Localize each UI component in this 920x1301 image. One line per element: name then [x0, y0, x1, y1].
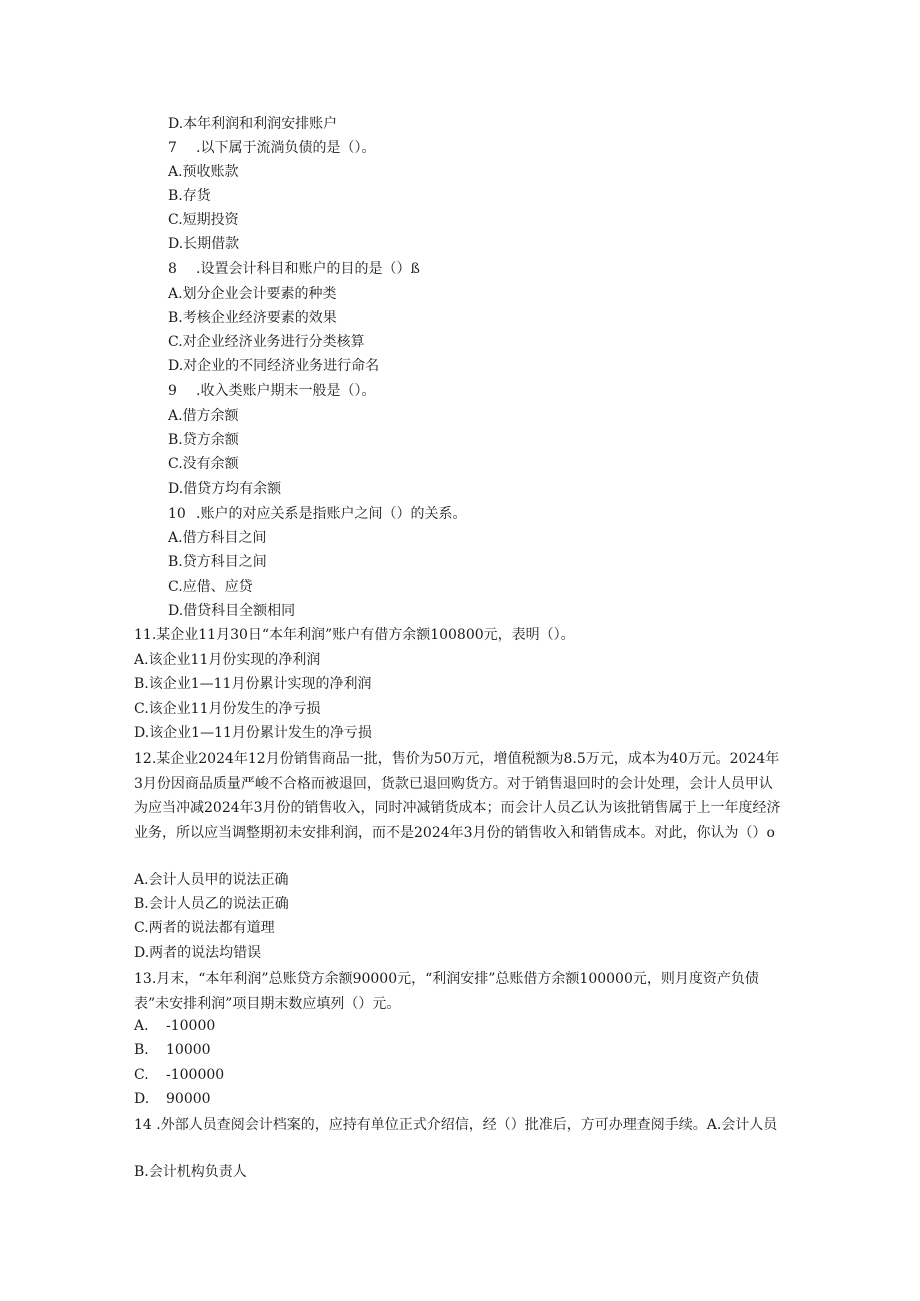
- q7-option-d: D.长期借款: [168, 236, 240, 252]
- q13-option-b: [134, 1040, 211, 1060]
- q14-stem: 14 .外部人员查阅会计档案的，应持有单位正式介绍信，经（）批准后，方可办理查阅手续。A.会计人员: [134, 1117, 778, 1133]
- q13-option-c-key: C.: [134, 1067, 149, 1083]
- q13-option-d-value: 90000: [166, 1091, 211, 1107]
- q13-option-b-value: 10000: [166, 1042, 211, 1058]
- q10-option-d: D.借贷科目全额相同: [168, 603, 296, 619]
- q11-option-c: C.该企业11月份发生的净亏损: [134, 701, 321, 717]
- q7-option-a: A.预收账款: [168, 164, 239, 180]
- q10-number: 10: [168, 506, 186, 522]
- q10-stem: [168, 504, 466, 524]
- q13-option-d-key: D.: [134, 1091, 150, 1107]
- q13-stem: 13.月末，“本年利润”总账贷方余额90000元，“利润安排”总账借方余额100000元，则月度资产负债表”未安排利润”项目期末数应填列（）元。: [134, 971, 759, 1012]
- q9-option-d: D.借贷方均有余额: [168, 481, 282, 497]
- q8-option-d: D.对企业的不同经济业务进行命名: [168, 358, 380, 374]
- q13-option-c-value: -100000: [166, 1067, 225, 1083]
- q10-option-b: B.贷方科目之间: [168, 554, 267, 570]
- q8-option-a: A.划分企业会计要素的种类: [168, 286, 337, 302]
- q11-option-d: D.该企业1—11月份累计发生的净亏损: [134, 725, 372, 741]
- q13-option-b-key: B.: [134, 1042, 149, 1058]
- q11-stem: 11.某企业11月30日“本年利润”账户有借方余额100800元，表明（）。: [134, 627, 575, 643]
- q10-option-a: A.借方科目之间: [168, 530, 267, 546]
- q9-number: 9: [168, 383, 177, 399]
- q11-option-a: A.该企业11月份实现的净利润: [134, 652, 321, 668]
- q7-number: 7: [168, 140, 177, 156]
- q7-text: .以下属于流淌负债的是（）。: [196, 140, 376, 156]
- q9-option-b: B.贷方余额: [168, 432, 239, 448]
- q8-text: .设置会计科目和账户的目的是（）ß: [196, 261, 420, 277]
- q10-text: .账户的对应关系是指账户之间（）的关系。: [196, 506, 467, 522]
- q10-option-c: C.应借、应贷: [168, 579, 253, 595]
- q14-option-b: B.会计机构负责人: [134, 1164, 247, 1180]
- q9-option-a: A.借方余额: [168, 408, 239, 424]
- q7-option-b: B.存货: [168, 188, 211, 204]
- q12-option-d: D.两者的说法均错误: [134, 945, 262, 961]
- q8-option-c: C.对企业经济业务进行分类核算: [168, 334, 365, 350]
- q13-option-c: [134, 1065, 224, 1085]
- q13-option-a: [134, 1016, 215, 1036]
- q12-option-c: C.两者的说法都有道理: [134, 920, 275, 936]
- q8-option-b: B.考核企业经济要素的效果: [168, 310, 337, 326]
- q9-text: .收入类账户期末一般是（）。: [196, 383, 376, 399]
- q9-stem: [168, 381, 375, 401]
- q8-stem: [168, 259, 420, 279]
- q8-number: 8: [168, 261, 177, 277]
- q12-stem: 12.某企业2024年12月份销售商品一批，售价为50万元，增值税额为8.5万元，成本为40万元。2024年3月份因商品质量严峻不合格而被退回，货款已退回购货方。对于销售退回时的会计处理，会计人员甲认为应当冲减2024年3月份的销售收入，同时冲减销货成本；而会计人员乙认为该批销售属于上一年度经济业务，所以应当调整期初未安排利润，而不是2024年3月份的销售收入和销售成本。对此，你认为（）o: [134, 751, 781, 841]
- q7-option-c: C.短期投资: [168, 212, 239, 228]
- q13-option-a-key: A.: [134, 1018, 149, 1034]
- q12-option-b: B.会计人员乙的说法正确: [134, 896, 289, 912]
- q13-option-a-value: -10000: [166, 1018, 216, 1034]
- q6-option-d: D.本年利润和利润安排账户: [168, 116, 338, 132]
- q9-option-c: C.没有余额: [168, 456, 239, 472]
- q12-option-a: A.会计人员甲的说法正确: [134, 872, 289, 888]
- q13-option-d: [134, 1089, 211, 1109]
- q11-option-b: B.该企业1—11月份累计实现的净利润: [134, 676, 372, 692]
- q7-stem: [168, 138, 375, 158]
